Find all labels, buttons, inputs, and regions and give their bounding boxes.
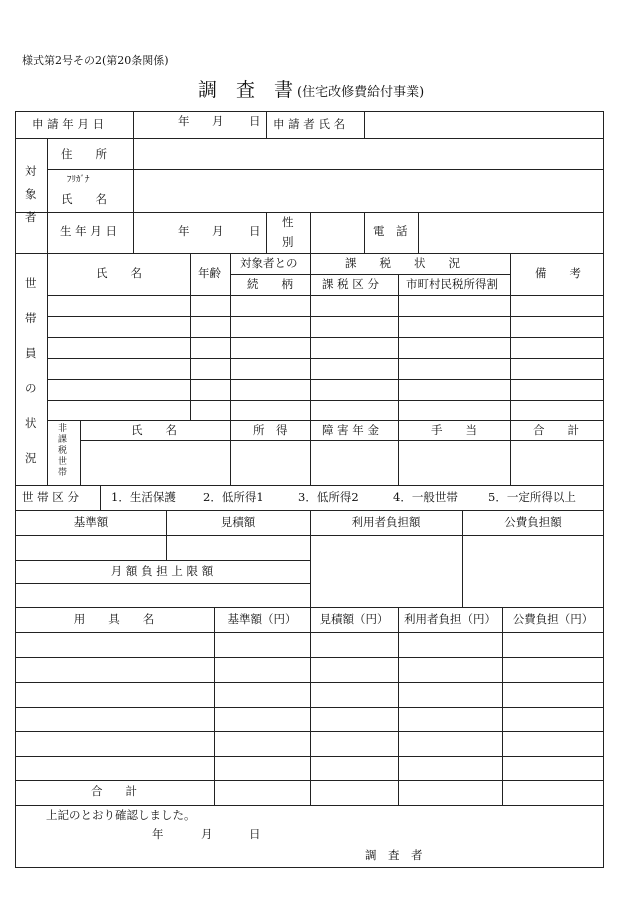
sex-label-top: 性 xyxy=(282,215,294,229)
confirm-year-label: 年 xyxy=(152,827,164,841)
pension-header: 障 害 年 金 xyxy=(322,423,379,437)
income-header: 所 得 xyxy=(253,423,288,437)
application-date-label: 申 請 年 月 日 xyxy=(32,117,105,131)
phone-label: 電 話 xyxy=(373,224,408,238)
nontax-char-2: 課 xyxy=(58,435,68,445)
phone-field[interactable] xyxy=(419,213,603,252)
subject-name-label: 氏 名 xyxy=(61,192,107,206)
subject-name-field[interactable] xyxy=(134,170,603,211)
confirm-day-label: 日 xyxy=(249,827,261,841)
household-group-char-2: 帯 xyxy=(25,311,37,325)
relation-header-bottom: 続 柄 xyxy=(247,277,293,291)
age-header: 年齢 xyxy=(198,266,221,280)
nontax-char-5: 帯 xyxy=(58,468,68,478)
household-group-char-4: の xyxy=(25,381,37,395)
subject-group-char-3: 者 xyxy=(25,210,37,224)
tax-status-header: 課 税 状 況 xyxy=(345,256,460,270)
category-option-4[interactable]: 4．一般世帯 xyxy=(393,490,458,504)
furigana-label: ﾌﾘｶﾞﾅ xyxy=(67,175,90,185)
dob-year-label: 年 xyxy=(178,224,190,238)
category-option-1[interactable]: 1．生活保護 xyxy=(111,490,176,504)
nontax-char-3: 税 xyxy=(58,446,68,456)
subject-group-char-1: 対 xyxy=(25,164,37,178)
inspector-signature-field[interactable] xyxy=(430,842,600,864)
nontax-name-header: 氏 名 xyxy=(131,423,177,437)
relation-header-top: 対象者との xyxy=(240,256,298,270)
sex-label-bottom: 別 xyxy=(282,235,294,249)
city-tax-header: 市町村民税所得割 xyxy=(406,277,498,291)
dob-label: 生 年 月 日 xyxy=(60,224,117,238)
allowance-header: 手 当 xyxy=(431,423,477,437)
sex-field[interactable] xyxy=(311,213,363,252)
dob-day-label: 日 xyxy=(249,224,261,238)
public-burden-header: 公費負担額 xyxy=(504,515,562,529)
inspector-label: 調 査 者 xyxy=(365,848,423,862)
subject-group-char-2: 象 xyxy=(25,187,37,201)
household-group-char-3: 員 xyxy=(25,346,37,360)
user-burden-header: 利用者負担額 xyxy=(351,515,421,529)
nontax-total-header: 合 計 xyxy=(533,423,579,437)
item-user-header: 利用者負担（円） xyxy=(404,612,496,626)
household-group-char-5: 状 xyxy=(25,416,37,430)
tax-class-header: 課 税 区 分 xyxy=(322,277,379,291)
item-name-header: 用 具 名 xyxy=(73,612,155,626)
household-group-char-1: 世 xyxy=(25,276,37,290)
household-group-char-6: 況 xyxy=(25,451,37,465)
monthly-limit-label: 月 額 負 担 上 限 額 xyxy=(110,564,214,578)
address-label: 住 所 xyxy=(61,147,107,161)
dob-month-label: 月 xyxy=(212,224,224,238)
items-total-label: 合 計 xyxy=(91,784,137,798)
category-option-5[interactable]: 5．一定所得以上 xyxy=(488,490,576,504)
remarks-header: 備 考 xyxy=(535,266,581,280)
form-number: 様式第2号その2(第20条関係) xyxy=(22,54,169,67)
nontax-char-1: 非 xyxy=(58,424,68,434)
year-label: 年 xyxy=(178,114,190,128)
estimate-amount-header: 見積額 xyxy=(220,515,256,529)
day-label: 日 xyxy=(249,114,261,128)
item-standard-header: 基準額（円） xyxy=(227,612,297,626)
applicant-name-field[interactable] xyxy=(365,112,603,137)
item-public-header: 公費負担（円） xyxy=(512,612,594,626)
household-category-label: 世 帯 区 分 xyxy=(22,490,79,504)
document-subtitle: (住宅改修費給付事業) xyxy=(297,85,425,100)
item-estimate-header: 見積額（円） xyxy=(319,612,389,626)
document-title: 調 査 書 xyxy=(198,79,294,101)
confirmation-text: 上記のとおり確認しました。 xyxy=(46,808,196,822)
member-name-header: 氏 名 xyxy=(96,266,142,280)
applicant-name-label: 申 請 者 氏 名 xyxy=(273,117,346,131)
address-field[interactable] xyxy=(134,139,603,168)
month-label: 月 xyxy=(212,114,224,128)
category-option-3[interactable]: 3．低所得2 xyxy=(298,490,359,504)
category-option-2[interactable]: 2．低所得1 xyxy=(203,490,264,504)
standard-amount-header: 基準額 xyxy=(73,515,109,529)
nontax-char-4: 世 xyxy=(58,457,68,467)
confirm-month-label: 月 xyxy=(201,827,213,841)
